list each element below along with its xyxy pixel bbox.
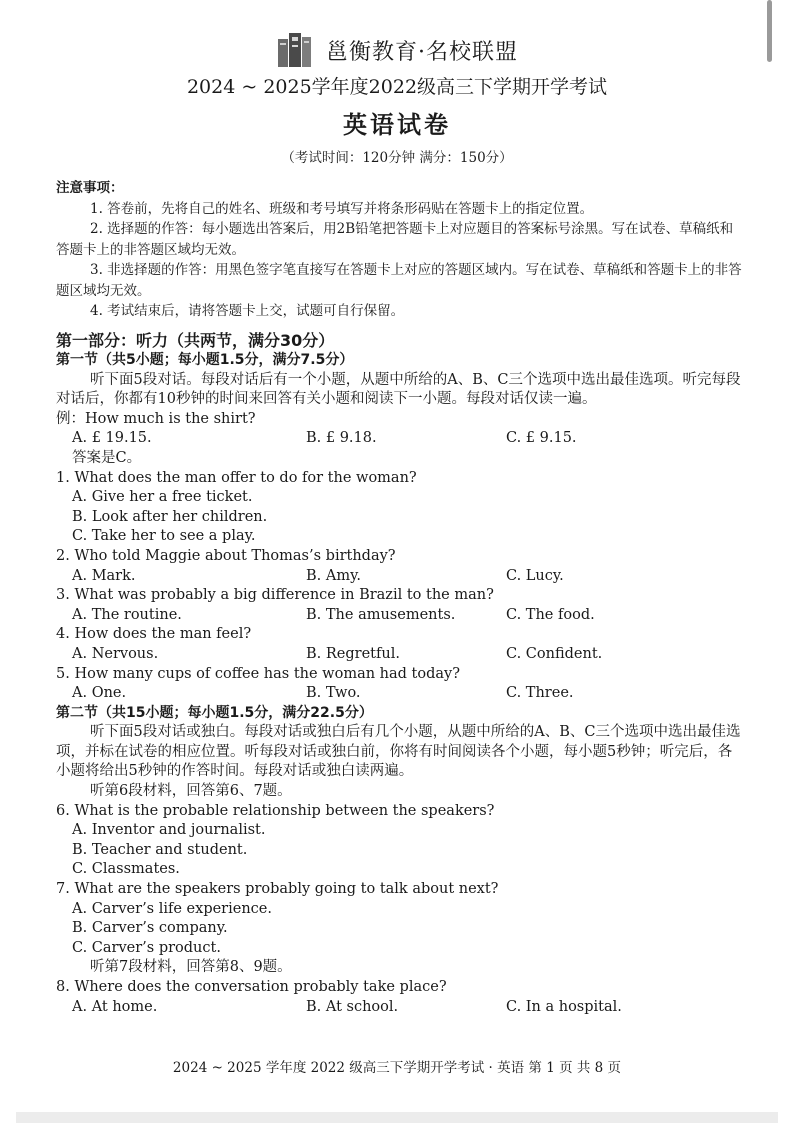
option-a: A. At home. [72, 998, 158, 1015]
question-3-options [56, 606, 742, 626]
section-title: 第一节（共5小题；每小题1.5分，满分7.5分） [56, 352, 354, 368]
option-b: B. £ 9.18. [306, 430, 377, 447]
question-2: 2. Who told Maggie about Thomas’s birthday? [56, 547, 396, 564]
note-item: 3. 非选择题的作答：用黑色签字笔直接写在答题卡上对应的答题区域内。写在试卷、草稿纸和答题卡上的非答题区域均无效。 [56, 262, 742, 299]
option-a: A. Inventor and journalist. [72, 822, 266, 839]
page-footer: 2024 ~ 2025 学年度 2022 级高三下学期开学考试 · 英语 第 1 页 共 8 页 [172, 1060, 622, 1076]
option-a: A. Carver’s life experience. [72, 900, 272, 917]
option-b: B. The amusements. [306, 606, 456, 623]
option-a: A. Nervous. [72, 645, 159, 662]
section-instructions: 听下面5段对话或独白。每段对话或独白后有几个小题，从题中所给的A、B、C三个选项中选出最佳选项，并标在试卷的相应位置。听每段对话或独白前，你将有时间阅读各个小题，每小题5秒钟；听完后，各小题将给出5秒钟的作答时间。每段对话或独白读两遍。 [56, 724, 741, 780]
brand-name: 邕衡教育·名校联盟 [326, 39, 518, 65]
question-8: 8. Where does the conversation probably take place? [56, 979, 447, 995]
example-question: 例：How much is the shirt? [56, 410, 256, 427]
option-c: C. Take her to see a play. [72, 528, 256, 545]
notes-title: 注意事项： [56, 180, 124, 196]
note-item: 4. 考试结束后，请将答题卡上交，试题可自行保留。 [90, 303, 405, 319]
option-b: B. Amy. [306, 567, 361, 584]
example-answer: 答案是C。 [72, 449, 142, 466]
option-c: C. Confident. [506, 645, 603, 662]
option-b: B. Carver’s company. [72, 920, 228, 937]
option-c: C. Classmates. [72, 861, 180, 878]
material-note: 听第6段材料，回答第6、7题。 [90, 783, 292, 800]
question-6: 6. What is the probable relationship between the speakers? [56, 802, 495, 819]
notes-section [56, 178, 742, 322]
option-a: A. One. [72, 685, 127, 702]
option-c: C. In a hospital. [506, 998, 622, 1015]
option-a: A. Give her a free ticket. [72, 489, 253, 506]
exam-header [0, 30, 794, 166]
option-c: C. Three. [506, 685, 574, 702]
exam-title: 2024 ~ 2025学年度2022级高三下学期开学考试 [186, 76, 608, 98]
option-c: C. The food. [506, 606, 595, 623]
option-c: C. Lucy. [506, 567, 564, 584]
book-logo-icon [276, 31, 318, 69]
section-instructions: 听下面5段对话。每段对话后有一个小题，从题中所给的A、B、C三个选项中选出最佳选项。听完每段对话后，你都有10秒钟的时间来回答有关小题和阅读下一小题。每段对话仅读一遍。 [56, 371, 741, 408]
option-c: C. £ 9.15. [506, 430, 577, 447]
option-b: B. Two. [306, 685, 361, 702]
question-3: 3. What was probably a big difference in Brazil to the man? [56, 587, 494, 604]
time-info: （考试时间：120分钟 满分：150分） [281, 150, 513, 166]
section-title: 第二节（共15小题；每小题1.5分，满分22.5分） [56, 704, 373, 721]
option-b: B. Look after her children. [72, 508, 268, 525]
option-a: A. Mark. [72, 567, 136, 584]
option-b: B. Regretful. [306, 645, 400, 662]
option-a: A. £ 19.15. [72, 430, 152, 447]
option-b: B. At school. [306, 998, 399, 1015]
brand-row [0, 30, 794, 70]
material-note: 听第7段材料，回答第8、9题。 [90, 959, 292, 976]
horizontal-scroll-area [16, 1112, 778, 1123]
subject-title: 英语试卷 [343, 111, 451, 139]
option-a: A. The routine. [72, 606, 182, 623]
question-4: 4. How does the man feel? [56, 626, 252, 643]
listening-part [56, 330, 742, 1017]
option-b: B. Teacher and student. [72, 841, 248, 858]
question-1: 1. What does the man offer to do for the woman? [56, 469, 417, 486]
question-7: 7. What are the speakers probably going to talk about next? [56, 881, 499, 898]
question-4-options [56, 645, 742, 665]
question-5: 5. How many cups of coffee has the woman had today? [56, 665, 460, 682]
option-c: C. Carver’s product. [72, 939, 221, 956]
question-2-options [56, 567, 742, 587]
note-item: 2. 选择题的作答：每小题选出答案后，用2B铅笔把答题卡上对应题目的答案标号涂黑。写在试卷、草稿纸和答题卡上的非答题区域均无效。 [56, 221, 734, 258]
question-8-options [56, 998, 742, 1018]
example-options [56, 429, 742, 449]
note-item: 1. 答卷前，先将自己的姓名、班级和考号填写并将条形码贴在答题卡上的指定位置。 [90, 200, 594, 217]
part-title: 第一部分：听力（共两节，满分30分） [56, 331, 335, 350]
question-5-options [56, 684, 742, 704]
